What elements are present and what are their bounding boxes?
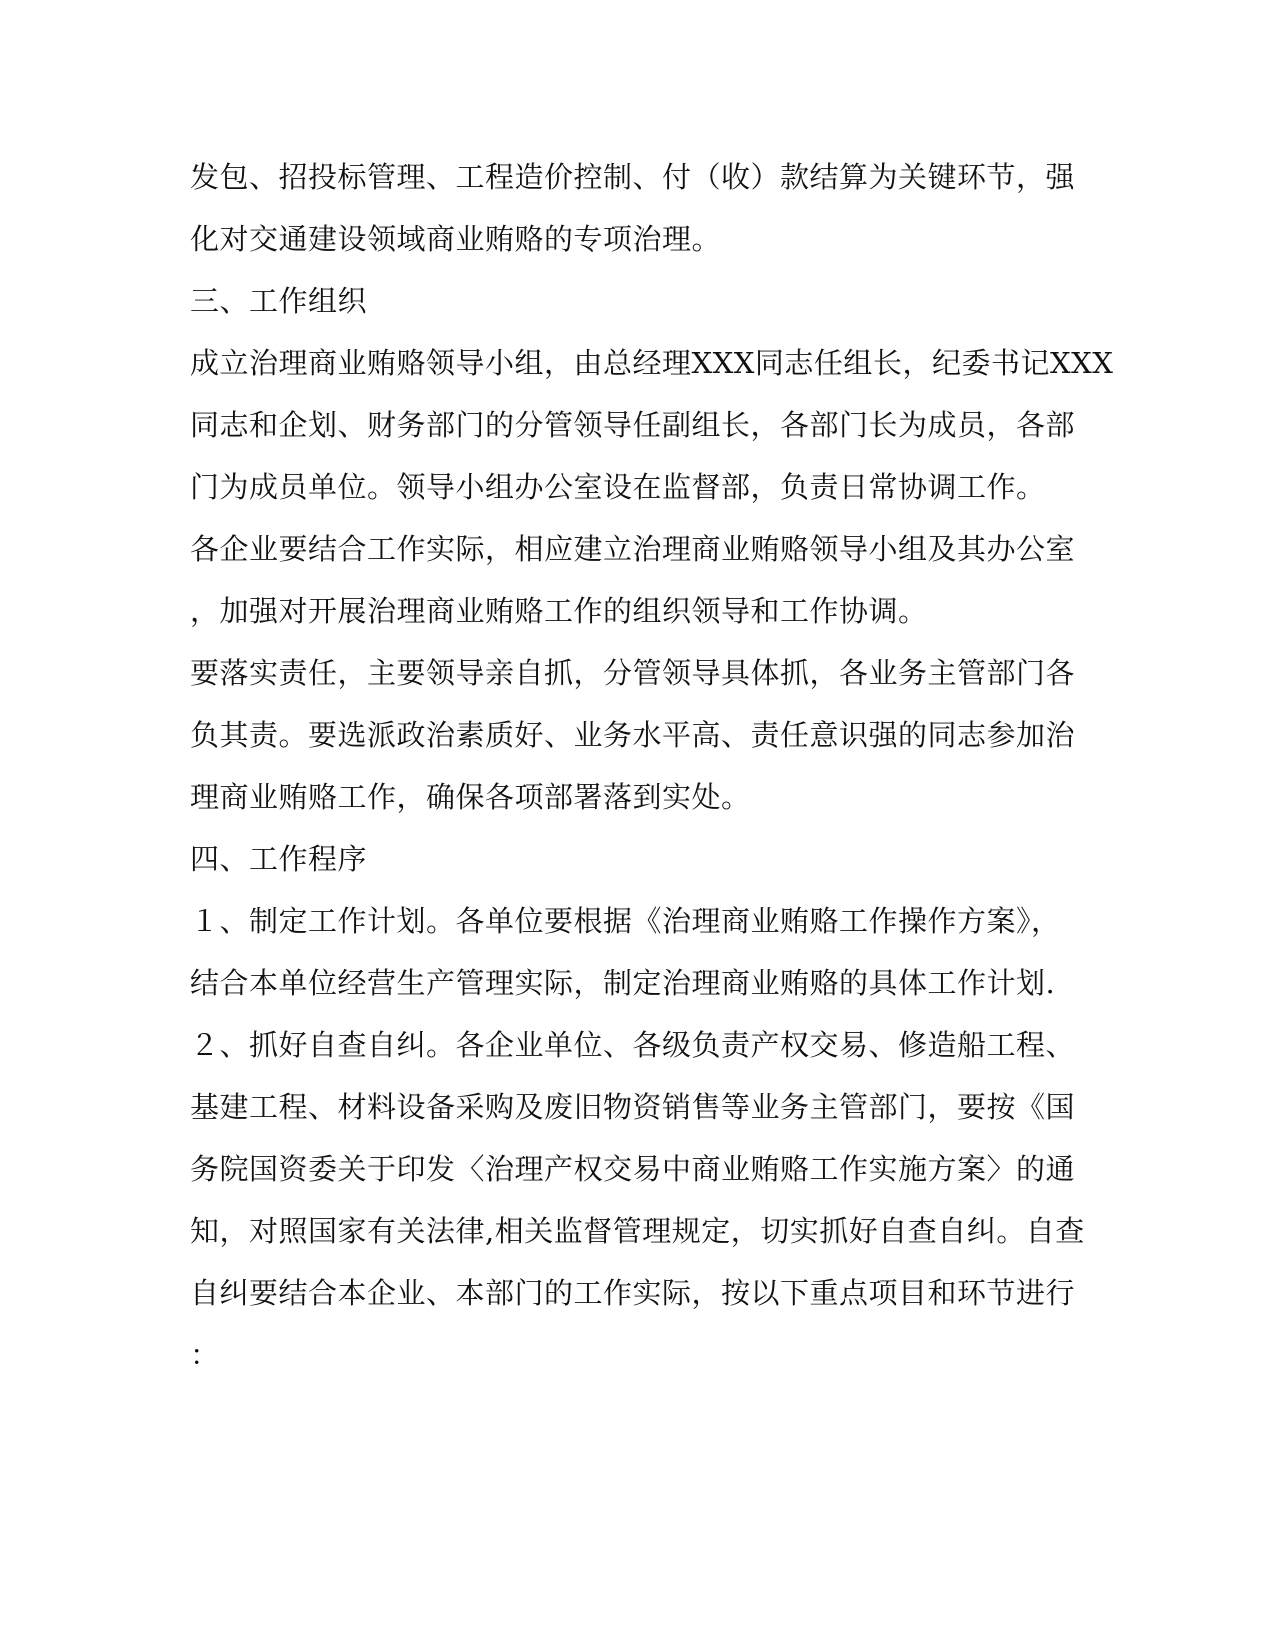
text-line: 负其责。要选派政治素质好、业务水平高、责任意识强的同志参加治 — [190, 718, 1076, 752]
text-line: 化对交通建设领域商业贿赂的专项治理。 — [190, 222, 722, 256]
text-line: 结合本单位经营生产管理实际，制定治理商业贿赂的具体工作计划. — [190, 966, 1056, 1000]
text-line: 自纠要结合本企业、本部门的工作实际，按以下重点项目和环节进行 — [190, 1276, 1076, 1310]
text-line: 基建工程、材料设备采购及废旧物资销售等业务主管部门，要按《国 — [190, 1090, 1076, 1124]
text-line: 理商业贿赂工作，确保各项部署落到实处。 — [190, 780, 751, 814]
text-line: 各企业要结合工作实际，相应建立治理商业贿赂领导小组及其办公室 — [190, 532, 1076, 566]
text-line: ： — [190, 1338, 220, 1372]
text-line: 发包、招投标管理、工程造价控制、付（收）款结算为关键环节，强 — [190, 160, 1076, 194]
text-line: 务院国资委关于印发〈治理产权交易中商业贿赂工作实施方案〉的通 — [190, 1152, 1076, 1186]
text-line: 知，对照国家有关法律,相关监督管理规定，切实抓好自查自纠。自查 — [190, 1214, 1085, 1248]
text-line: 门为成员单位。领导小组办公室设在监督部，负责日常协调工作。 — [190, 470, 1046, 504]
text-line: １、制定工作计划。各单位要根据《治理商业贿赂工作操作方案》， — [190, 904, 1061, 938]
section-heading: 三、工作组织 — [190, 284, 368, 318]
text-line: 成立治理商业贿赂领导小组，由总经理XXX同志任组长，纪委书记XXX — [190, 346, 1114, 380]
text-line: 同志和企划、财务部门的分管领导任副组长，各部门长为成员，各部 — [190, 408, 1076, 442]
text-line: ２、抓好自查自纠。各企业单位、各级负责产权交易、修造船工程、 — [190, 1028, 1076, 1062]
text-line: ，加强对开展治理商业贿赂工作的组织领导和工作协调。 — [190, 594, 928, 628]
text-line: 要落实责任，主要领导亲自抓，分管领导具体抓，各业务主管部门各 — [190, 656, 1076, 690]
section-heading: 四、工作程序 — [190, 842, 368, 876]
